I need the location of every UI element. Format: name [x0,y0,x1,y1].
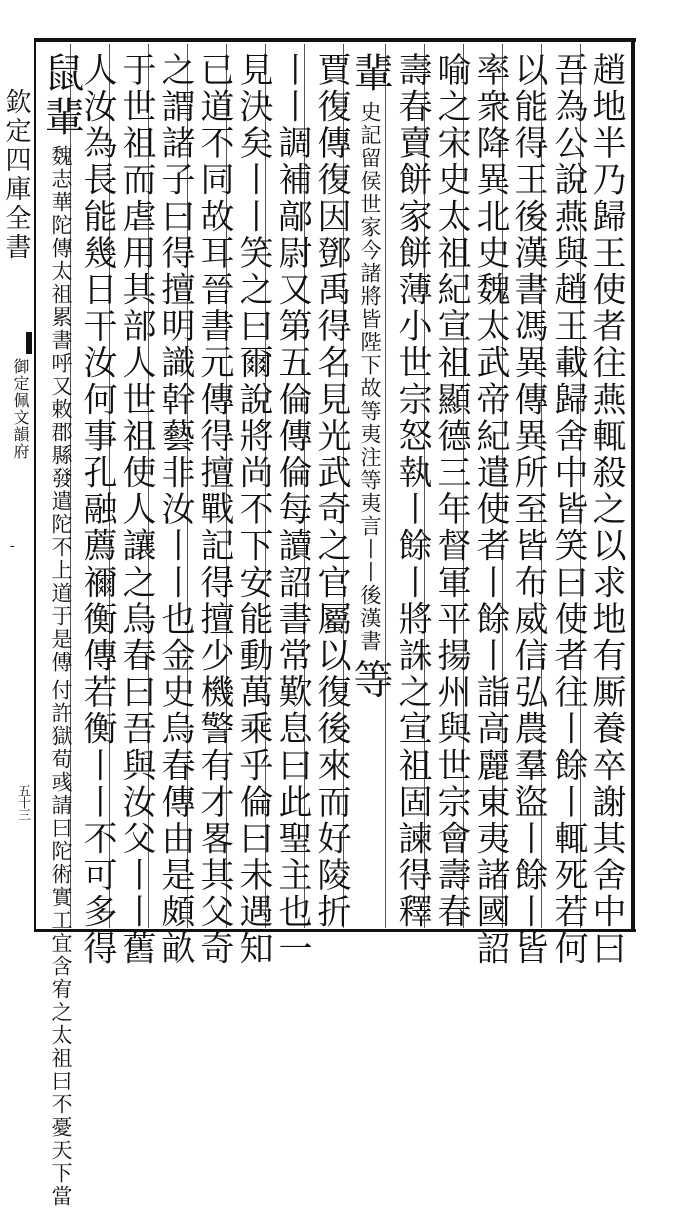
column-text: 丨丨調補鄗尉又第五倫傳倫每讀詔書常歎息曰此聖主也一 [272,52,312,967]
text-column-15 [36,52,84,1208]
column-text: 趙地半乃歸王使者往燕輒殺之以求地有厮養卒謝其舍中曰 [586,52,626,967]
top-border [36,38,636,42]
column-text: 率衆降異北史魏太武帝紀遣使者丨餘丨詣高麗東夷諸國詔 [470,52,510,967]
column-text: 之謂諸子曰得擅明識幹藝非汝丨丨也金史烏春傳由是頗畝 [155,52,195,967]
edge-dash-mark: - [10,538,15,554]
annotation: 魏志華陀傳太祖累書呼又敕郡縣發遣陀不上道于是傅 付許獄荀彧請曰陀術實工宜含宥之太祖曰不憂天下當 [49,145,73,1208]
column-text: 賈復傳復因鄧禹得名見光武奇之官屬以復後來而好陵折 [311,52,351,931]
folio-number: 五十三 [15,784,30,820]
column-text: 以能得王後漢書馮異傳異所至皆布威信弘農羣盜丨餘丨皆 [508,52,548,967]
annotation: 史記留侯世家今諸將皆陛下故等夷注等夷言丨丨後漢書 [358,101,382,654]
column-text: 喻之宋史太祖紀宣祖顯德三年督軍平揚州與世宗會壽春 [431,52,471,931]
column-text: 吾為公說燕與趙王載歸舍中皆笑曰使者往丨餘丨輒死若何 [548,52,588,967]
entry-heading: 鼠輩 [38,52,84,140]
column-text: 已道不同故耳晉書元傳得擅戰記得擅少機警有才畧其父奇 [194,52,234,967]
column-text: 見決矣丨丨笑之曰爾說將尚不下安能動萬乘乎倫曰未遇知 [233,52,273,967]
entry-heading-tail: 等 [347,658,393,703]
right-border [631,38,635,932]
entry-heading: 輩 [347,52,393,96]
page-edge-strip [0,40,32,935]
column-text: 人汝為長能幾日干汝何事孔融薦禰衡傳若衡丨丨不可多得 [77,52,117,967]
collection-title: 欽定四庫全書 [1,88,31,262]
column-text: 壽春賣餅家餅薄小世宗怒執丨餘丨將誅之宣祖固諫得釋 [392,52,432,931]
entry-heading-column [36,52,86,1208]
column-text: 于世祖而虐用其部人世祖使人讓之烏春曰吾與汝父丨丨舊 [116,52,156,967]
edge-divider-mark [26,332,32,354]
book-title: 御定佩文韻府 [11,358,30,460]
